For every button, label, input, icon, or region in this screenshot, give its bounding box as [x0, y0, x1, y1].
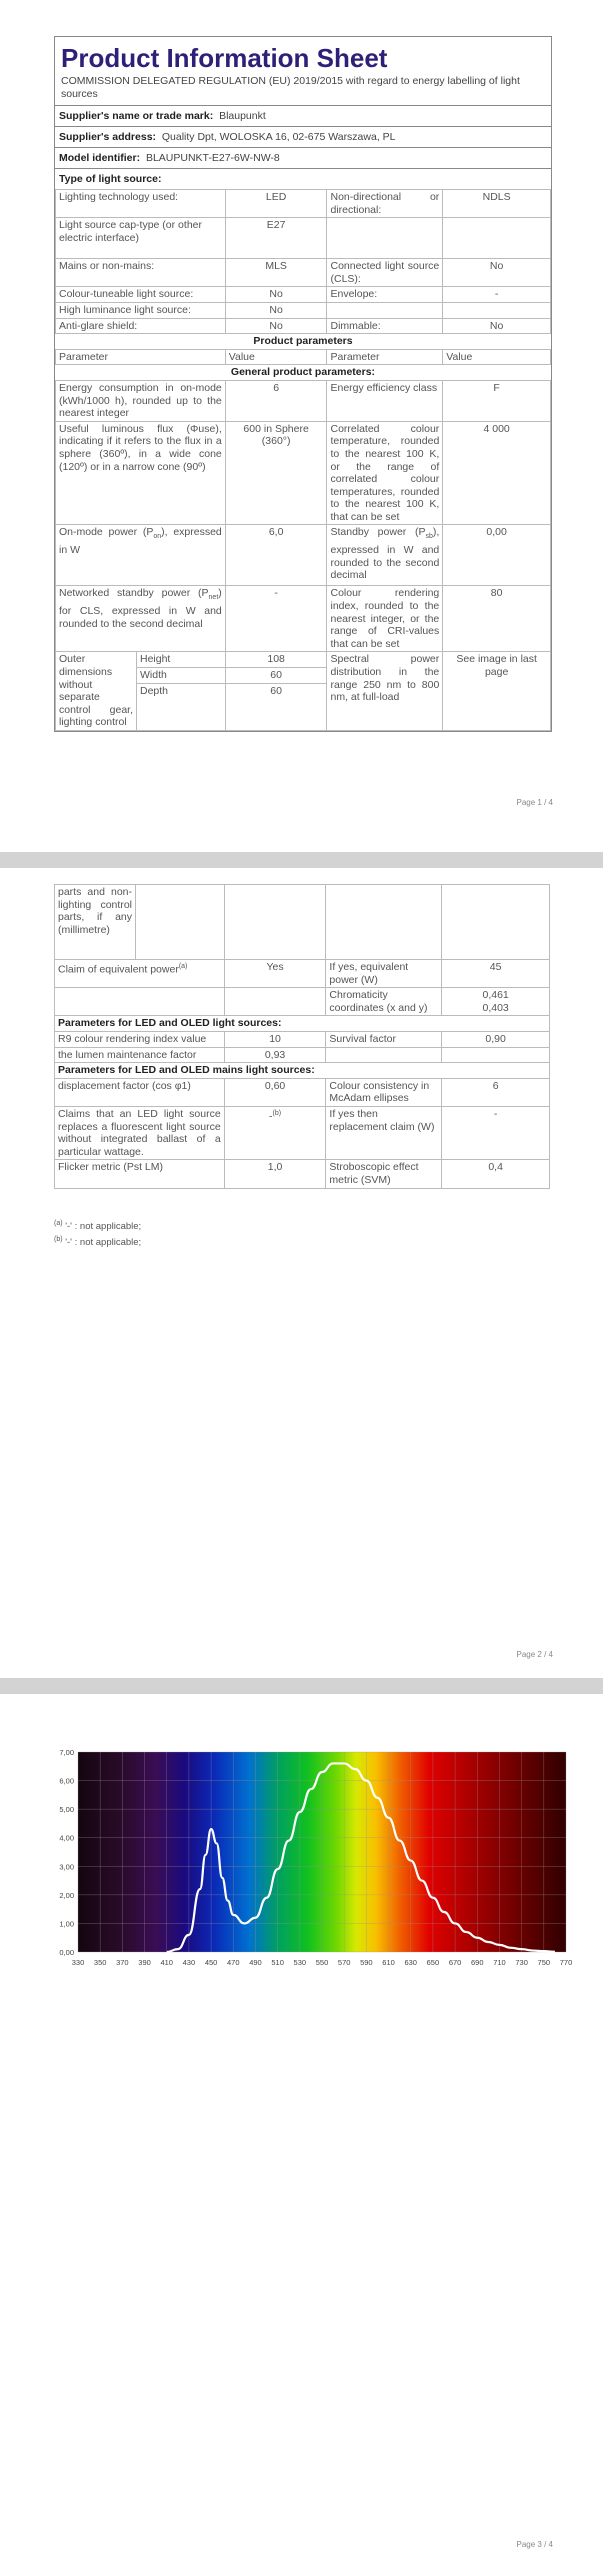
mains-params-header: Parameters for LED and OLED mains light sources: — [55, 1063, 550, 1079]
empty-cell — [224, 988, 326, 1016]
footnote-ref: (b) — [272, 1109, 282, 1117]
supplier-row — [55, 105, 551, 126]
info-sheet — [54, 36, 552, 732]
param-label — [327, 302, 443, 318]
param-value: No — [443, 259, 551, 287]
param-value: NDLS — [443, 190, 551, 218]
x-tick-label: 530 — [293, 1958, 307, 1967]
x-tick-label: 550 — [315, 1958, 329, 1967]
address-row — [55, 126, 551, 147]
param-value: 45 — [442, 960, 550, 988]
params-table-p1 — [55, 189, 551, 731]
y-tick-label: 0,00 — [59, 1948, 74, 1957]
page-title: Product Information Sheet — [61, 43, 388, 73]
table-row — [56, 302, 551, 318]
y-tick-label: 5,00 — [59, 1805, 74, 1815]
param-value: 80 — [443, 586, 551, 652]
param-label: Correlated colour temperature, rounded to the nearest 100 K, or the range of correlated colour temperatures, rounded to the nearest 100 K, that can be set — [327, 421, 443, 525]
column-header-row — [56, 349, 551, 365]
table-row — [56, 318, 551, 334]
page-1 — [0, 0, 603, 852]
footnote — [54, 1220, 141, 1232]
param-label: Lighting technology used: — [56, 190, 226, 218]
x-tick-label: 750 — [537, 1958, 551, 1967]
param-label: Chromaticity coordinates (x and y) — [326, 988, 442, 1016]
dim-label: Depth — [140, 684, 169, 697]
footnote-text: '-' : not applicable; — [65, 1237, 142, 1249]
table-row — [55, 1078, 550, 1106]
page-number: Page 1 / 4 — [516, 798, 553, 807]
type-header-text: Type of light source: — [59, 173, 162, 185]
section-header-row — [55, 1063, 550, 1079]
footnote-mark: (b) — [54, 1236, 63, 1243]
dim-value: 108 — [226, 652, 327, 668]
x-tick-label: 350 — [93, 1958, 107, 1967]
param-label: Energy consumption in on-mode (kWh/1000 h), rounded up to the nearest integer — [56, 380, 226, 421]
outer-dimensions-cell — [56, 652, 226, 731]
general-params-header: General product parameters: — [56, 365, 551, 381]
x-tick-label: 410 — [160, 1958, 173, 1967]
empty-cell — [224, 885, 326, 960]
x-tick-label: 470 — [227, 1958, 240, 1967]
x-tick-label: 710 — [493, 1958, 506, 1967]
led-params-header: Parameters for LED and OLED light sources: — [55, 1016, 550, 1032]
param-value: 1,0 — [224, 1160, 326, 1188]
param-value: 6,0 — [225, 525, 327, 586]
dim-label: Height — [137, 652, 225, 668]
dimension-values-cell — [225, 652, 327, 731]
y-tick-label: 2,00 — [59, 1890, 74, 1900]
param-value: LED — [225, 190, 327, 218]
param-value: 0,93 — [224, 1047, 326, 1063]
column-header: Parameter — [56, 349, 226, 365]
param-label: R9 colour rendering index value — [55, 1031, 225, 1047]
y-tick-label: 3,00 — [59, 1862, 74, 1872]
param-label: Survival factor — [326, 1031, 442, 1047]
param-value: 0,90 — [442, 1031, 550, 1047]
param-label: Connected light source (CLS): — [327, 259, 443, 287]
dim-value: 60 — [226, 668, 327, 684]
table-row — [55, 885, 550, 960]
param-label: On-mode power $(P_{on})$, expressed in W — [56, 525, 226, 586]
footnote-text: '-' : not applicable; — [65, 1221, 142, 1233]
model-row — [55, 147, 551, 168]
param-label: Non-directional or directional: — [327, 190, 443, 218]
column-header: Parameter — [327, 349, 443, 365]
footnote-ref: (a) — [178, 963, 188, 970]
y-tick-label: 7,00 — [59, 1748, 74, 1757]
x-tick-label: 650 — [426, 1958, 440, 1967]
empty-cell — [55, 988, 225, 1016]
param-value: 6 — [225, 380, 327, 421]
param-label: If yes then replacement claim (W) — [326, 1106, 442, 1159]
param-label: Dimmable: — [327, 318, 443, 334]
table-row — [56, 586, 551, 652]
x-tick-label: 630 — [404, 1958, 417, 1967]
model-value: BLAUPUNKT-E27-6W-NW-8 — [145, 152, 280, 164]
param-value: 4 000 — [443, 421, 551, 525]
supplier-label: Supplier's name or trade mark: — [59, 110, 214, 122]
table-row — [55, 1160, 550, 1188]
param-label — [327, 218, 443, 259]
param-label: Networked standby power $(P_{net})$ for CLS, expressed in W and rounded to the second decimal — [56, 586, 226, 652]
param-label: Stroboscopic effect metric (SVM) — [326, 1160, 442, 1188]
section-header-row — [56, 334, 551, 350]
param-value: 0,60 — [224, 1078, 326, 1106]
x-tick-label: 670 — [448, 1958, 462, 1967]
chroma-x: 0,461 — [482, 989, 509, 1002]
x-tick-label: 390 — [138, 1958, 151, 1967]
x-tick-label: 690 — [471, 1958, 484, 1967]
table-row — [56, 421, 551, 525]
param-value: 600 in Sphere (360°) — [225, 421, 327, 525]
supplier-value: Blaupunkt — [219, 110, 266, 122]
section-header-row — [55, 1016, 550, 1032]
footnote — [54, 1236, 141, 1248]
param-value: 6 — [442, 1078, 550, 1106]
param-label: displacement factor (cos φ1) — [55, 1078, 225, 1106]
param-label: Colour consistency in McAdam ellipses — [326, 1078, 442, 1106]
param-label: Energy efficiency class — [327, 380, 443, 421]
claim-value: - — [269, 1110, 273, 1123]
param-value — [224, 1106, 326, 1159]
param-value — [443, 218, 551, 259]
param-value: E27 — [225, 218, 327, 259]
y-tick-label: 1,00 — [59, 1919, 74, 1929]
param-value: No — [225, 302, 327, 318]
params-table-p2 — [54, 884, 550, 1189]
param-value: See image in last page — [443, 652, 551, 731]
type-header — [55, 168, 551, 189]
section-header-row — [56, 365, 551, 381]
param-label: the lumen maintenance factor — [55, 1047, 225, 1063]
y-tick-label: 4,00 — [59, 1833, 74, 1843]
param-label: If yes, equivalent power (W) — [326, 960, 442, 988]
page-number: Page 2 / 4 — [516, 1650, 553, 1659]
table-row — [56, 218, 551, 259]
param-value: - — [443, 287, 551, 303]
table-row — [56, 380, 551, 421]
address-value: Quality Dpt, WOLOSKA 16, 02-675 Warszawa, PL — [161, 131, 396, 143]
x-tick-label: 330 — [71, 1958, 85, 1967]
x-tick-label: 730 — [515, 1958, 528, 1967]
dim-value: 60 — [270, 684, 282, 697]
param-value: 0,00 — [443, 525, 551, 586]
x-tick-label: 770 — [559, 1958, 573, 1967]
x-tick-label: 430 — [182, 1958, 196, 1967]
param-label: Light source cap-type (or other electric interface) — [56, 218, 226, 259]
param-label — [326, 1047, 442, 1063]
param-label: Useful luminous flux (Φuse), indicating if it refers to the flux in a sphere (360º), in a wide cone (120º) or in a narrow cone (90º) — [56, 421, 226, 525]
x-tick-label: 370 — [116, 1958, 129, 1967]
table-row — [56, 287, 551, 303]
param-value: - — [225, 586, 327, 652]
param-label: Colour rendering index, rounded to the nearest integer, or the range of CRI-values that can be set — [327, 586, 443, 652]
column-header: Value — [225, 349, 327, 365]
page-3 — [0, 1694, 603, 2560]
x-tick-label: 610 — [382, 1958, 395, 1967]
param-value: No — [225, 318, 327, 334]
table-row — [55, 1031, 550, 1047]
x-tick-label: 450 — [204, 1958, 218, 1967]
footnote-mark: (a) — [54, 1220, 63, 1227]
regulation-subtitle: COMMISSION DELEGATED REGULATION (EU) 2019/2015 with regard to energy labelling of light sources — [61, 75, 520, 100]
table-row — [55, 1047, 550, 1063]
chroma-y: 0,403 — [482, 1001, 509, 1014]
param-label: Flicker metric (Pst LM) — [55, 1160, 225, 1188]
param-label: Standby power $(P_{sb})$, expressed in W and rounded to the second decimal — [327, 525, 443, 586]
param-label: High luminance light source: — [56, 302, 226, 318]
param-value: F — [443, 380, 551, 421]
param-value: - — [442, 1106, 550, 1159]
table-row — [55, 1106, 550, 1159]
model-label: Model identifier: — [59, 152, 141, 164]
x-tick-label: 570 — [337, 1958, 351, 1967]
page-2 — [0, 868, 603, 1678]
param-label — [55, 960, 225, 988]
spectral-power-distribution-chart — [40, 1744, 580, 1984]
param-label: Mains or non-mains: — [56, 259, 226, 287]
page-number: Page 3 / 4 — [516, 2540, 553, 2549]
param-label: Spectral power distribution in the range 250 nm to 800 nm, at full-load — [327, 652, 443, 731]
table-row — [55, 960, 550, 988]
equiv-claim-label: Claim of equivalent power — [58, 963, 179, 976]
address-label: Supplier's address: — [59, 131, 157, 143]
empty-cell — [326, 885, 442, 960]
column-header: Value — [443, 349, 551, 365]
param-value: 10 — [224, 1031, 326, 1047]
param-value — [443, 302, 551, 318]
param-label: Claims that an LED light source replaces a fluorescent light source without integrated ballast of a particular wattage. — [55, 1106, 225, 1159]
param-value: No — [225, 287, 327, 303]
x-tick-label: 590 — [360, 1958, 373, 1967]
y-tick-label: 6,00 — [59, 1776, 74, 1786]
product-params-header: Product parameters — [56, 334, 551, 350]
dim-label: Width — [137, 668, 225, 684]
param-value: Yes — [224, 960, 326, 988]
outer-dimensions-label-cont: parts and non-lighting control parts, if any (millimetre) — [55, 885, 136, 959]
param-value: 0,4 — [442, 1160, 550, 1188]
x-tick-label: 490 — [249, 1958, 262, 1967]
table-row — [56, 190, 551, 218]
param-value: MLS — [225, 259, 327, 287]
param-value: No — [443, 318, 551, 334]
param-label: Colour-tuneable light source: — [56, 287, 226, 303]
param-label: Envelope: — [327, 287, 443, 303]
param-label: Anti-glare shield: — [56, 318, 226, 334]
table-row — [56, 259, 551, 287]
table-row — [56, 652, 551, 731]
param-value — [442, 1047, 550, 1063]
empty-cell — [442, 885, 550, 960]
table-row — [56, 525, 551, 586]
x-tick-label: 510 — [271, 1958, 284, 1967]
table-row — [55, 988, 550, 1016]
outer-dimensions-cell — [55, 885, 225, 960]
param-value — [442, 988, 550, 1016]
outer-dimensions-label: Outer dimensions without separate control gear, lighting control — [56, 652, 137, 730]
